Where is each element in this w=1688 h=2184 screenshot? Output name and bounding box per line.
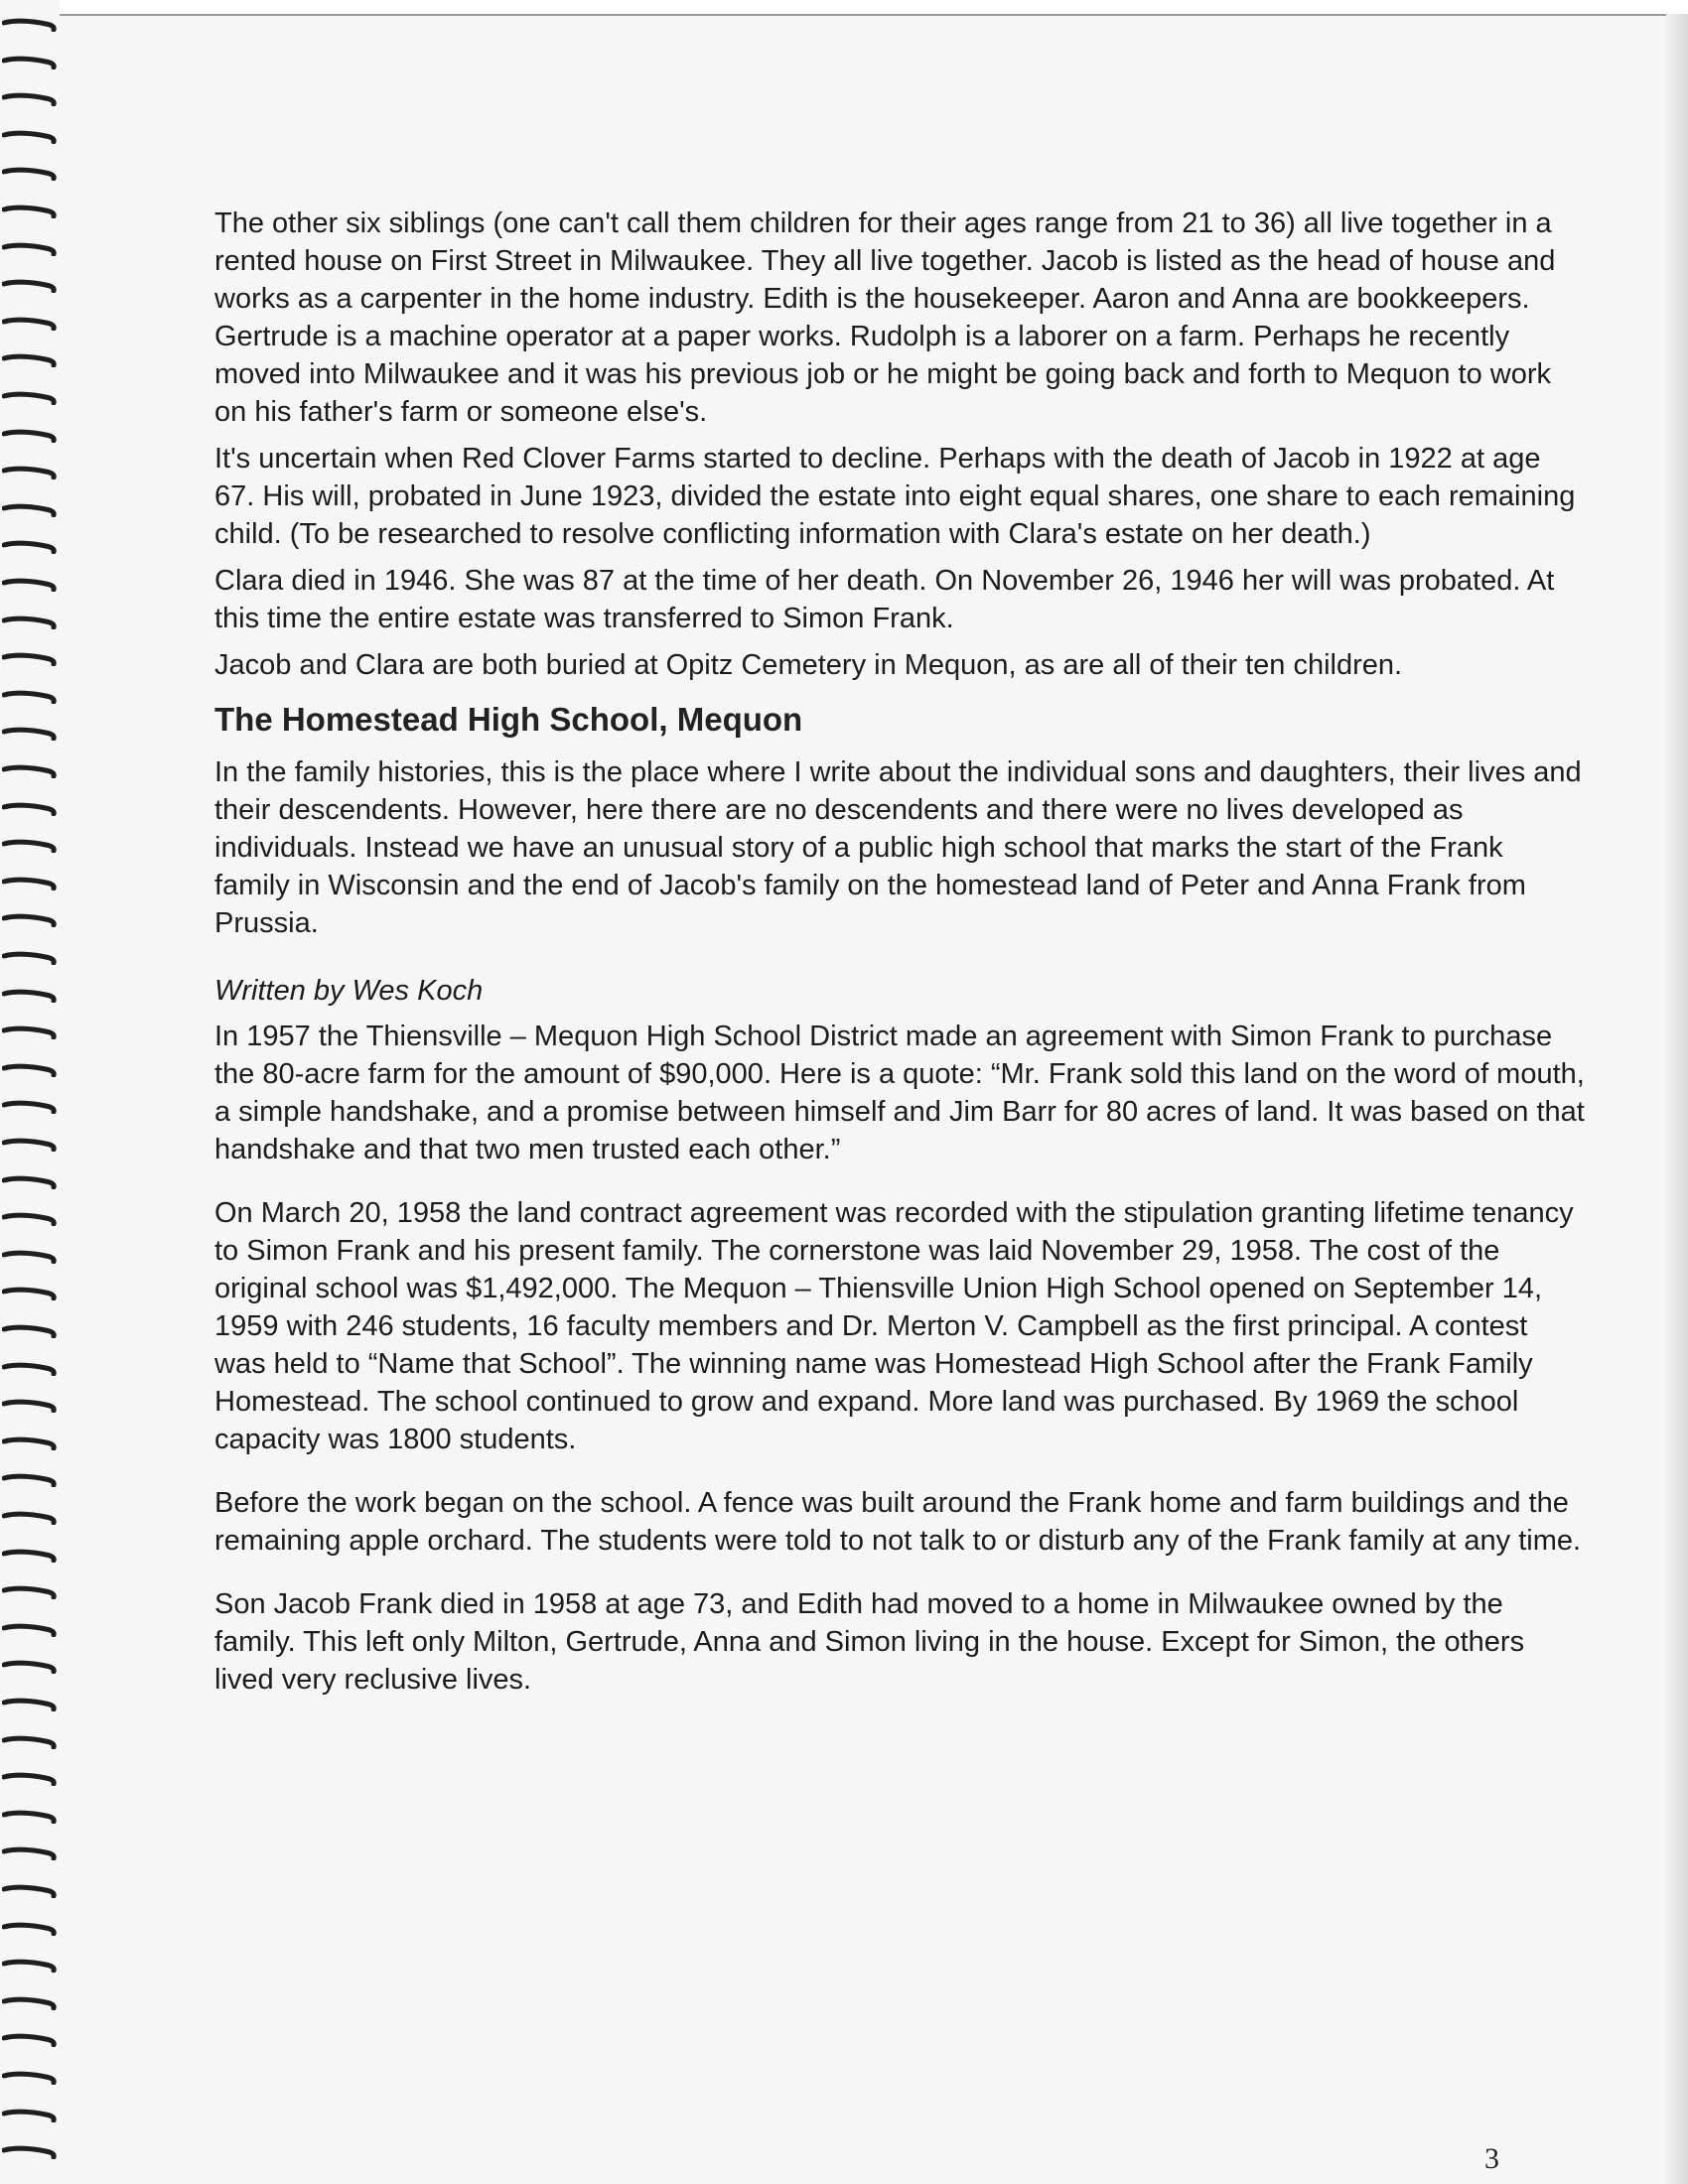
spiral-coil-icon — [2, 727, 58, 741]
spiral-coil-icon — [2, 1362, 58, 1376]
spiral-binding-icon — [0, 0, 64, 2184]
spiral-coil-icon — [2, 839, 58, 853]
paragraph-clara-death: Clara died in 1946. She was 87 at the time of her death. On November 26, 1946 her will was probated. At this time the entire estate was transferred to Simon Frank. — [214, 565, 1555, 634]
spiral-coil-icon — [2, 2109, 58, 2122]
spiral-coil-icon — [2, 1698, 58, 1711]
spiral-coil-icon — [2, 540, 58, 554]
spiral-coil-icon — [2, 578, 58, 592]
spiral-coil-icon — [2, 242, 58, 256]
spiral-coil-icon — [2, 1175, 58, 1189]
spiral-coil-icon — [2, 466, 58, 479]
spiral-coil-icon — [2, 1063, 58, 1077]
spiral-coil-icon — [2, 317, 58, 331]
spiral-coil-icon — [2, 92, 58, 106]
paragraph-decline: It's uncertain when Red Clover Farms started to decline. Perhaps with the death of Jacob in 1922 at age 67. His will, probated in June 1923, divided the estate into eight equal shares, one share to each remaining child. (To be researched to resolve conflicting information with Clara's estate on her death.) — [214, 443, 1576, 550]
spiral-coil-icon — [2, 1287, 58, 1300]
paragraph-fence: Before the work began on the school. A fence was built around the Frank home and farm buildings and the remaining apple orchard. The students were told to not talk to or disturb any of the Frank family at any time. — [214, 1487, 1582, 1557]
spiral-coil-icon — [2, 503, 58, 517]
spiral-coil-icon — [2, 951, 58, 965]
spiral-coil-icon — [2, 690, 58, 704]
paragraph-reclusive: Son Jacob Frank died in 1958 at age 73, and Edith had moved to a home in Milwaukee owned by the family. This left only Milton, Gertrude, Anna and Simon living in the house. Except for Simon, the others lived very reclusive lives. — [214, 1588, 1525, 1696]
spiral-coil-icon — [2, 1212, 58, 1226]
spiral-coil-icon — [2, 1549, 58, 1563]
spiral-coil-icon — [2, 391, 58, 405]
spiral-coil-icon — [2, 1511, 58, 1525]
spiral-coil-icon — [2, 56, 58, 69]
spiral-coil-icon — [2, 18, 58, 32]
spiral-coil-icon — [2, 1025, 58, 1039]
paragraph-siblings: The other six siblings (one can't call them children for their ages range from 21 to 36) all live together in a rented house on First Street in Milwaukee. They all live together. Jacob is listed as the head of house and works as a carpenter in the home industry. Edith is the housekeeper. Aaron and Anna are bookkeepers. Gertrude is a machine operator at a paper works. Rudolph is a laborer on a farm. Perhaps he recently moved into Milwaukee and it was his previous job or he might be going back and forth to Mequon to work on his father's farm or someone else's. — [214, 207, 1556, 428]
paragraph-section-intro: In the family histories, this is the place where I write about the individual sons and daughters, their lives and their descendents. However, here there are no descendents and there were no lives developed as individuals. Instead we have an unusual story of a public high school that marks the start of the Frank family in Wisconsin and the end of Jacob's family on the homestead land of Peter and Anna Frank from Prussia. — [214, 756, 1582, 939]
spiral-coil-icon — [2, 802, 58, 816]
spiral-coil-icon — [2, 1884, 58, 1898]
spiral-coil-icon — [2, 1250, 58, 1264]
byline: Written by Wes Koch — [214, 975, 484, 1007]
spiral-coil-icon — [2, 2071, 58, 2085]
spiral-coil-icon — [2, 652, 58, 666]
spiral-coil-icon — [2, 764, 58, 778]
spiral-coil-icon — [2, 2145, 58, 2159]
spiral-coil-icon — [2, 989, 58, 1003]
spiral-coil-icon — [2, 167, 58, 181]
paragraph-school-opening: On March 20, 1958 the land contract agreement was recorded with the stipulation granting lifetime tenancy to Simon Frank and his present family. The cornerstone was laid November 29, 1958. The cost of the original school was $1,492,000. The Mequon – Thiensville Union High School opened on September 14, 1959 with 246 students, 16 faculty members and Dr. Merton V. Campbell as the first principal. A contest was held to “Name that School”. The winning name was Homestead High School after the Frank Family Homestead. The school continued to grow and expand. More land was purchased. By 1969 the school capacity was 1800 students. — [214, 1197, 1574, 1455]
spiral-coil-icon — [2, 1660, 58, 1674]
spiral-coil-icon — [2, 279, 58, 293]
spiral-coil-icon — [2, 2033, 58, 2047]
spiral-coil-icon — [2, 429, 58, 443]
spiral-coil-icon — [2, 1436, 58, 1450]
spiral-coil-icon — [2, 913, 58, 927]
spiral-coil-icon — [2, 877, 58, 890]
paragraph-burial: Jacob and Clara are both buried at Opitz Cemetery in Mequon, as are all of their ten children. — [214, 649, 1403, 681]
page-number: 3 — [1484, 2142, 1499, 2175]
spiral-coil-icon — [2, 1324, 58, 1338]
spiral-coil-icon — [2, 1772, 58, 1786]
spiral-coil-icon — [2, 1473, 58, 1487]
spiral-coil-icon — [2, 1585, 58, 1599]
spiral-coil-icon — [2, 353, 58, 367]
spiral-coil-icon — [2, 1100, 58, 1114]
spiral-coil-icon — [2, 130, 58, 144]
spiral-coil-icon — [2, 1399, 58, 1413]
spiral-coil-icon — [2, 1735, 58, 1749]
spiral-coil-icon — [2, 1623, 58, 1637]
spiral-coil-icon — [2, 1959, 58, 1973]
spiral-coil-icon — [2, 1996, 58, 2010]
document-body — [214, 205, 1585, 1724]
spiral-coil-icon — [2, 1810, 58, 1824]
paragraph-purchase: In 1957 the Thiensville – Mequon High School District made an agreement with Simon Frank to purchase the 80-acre farm for the amount of $90,000. Here is a quote: “Mr. Frank sold this land on the word of mouth, a simple handshake, and a promise between himself and Jim Barr for 80 acres of land. It was based on that handshake and that two men trusted each other.” — [214, 1021, 1585, 1165]
page-edge-shadow — [1666, 14, 1688, 2184]
spiral-coil-icon — [2, 205, 58, 218]
spiral-coil-icon — [2, 615, 58, 629]
page-top-edge — [60, 0, 1688, 16]
section-heading: The Homestead High School, Mequon — [214, 701, 803, 738]
spiral-coil-icon — [2, 1922, 58, 1936]
spiral-coil-icon — [2, 1846, 58, 1860]
spiral-coil-icon — [2, 1138, 58, 1152]
